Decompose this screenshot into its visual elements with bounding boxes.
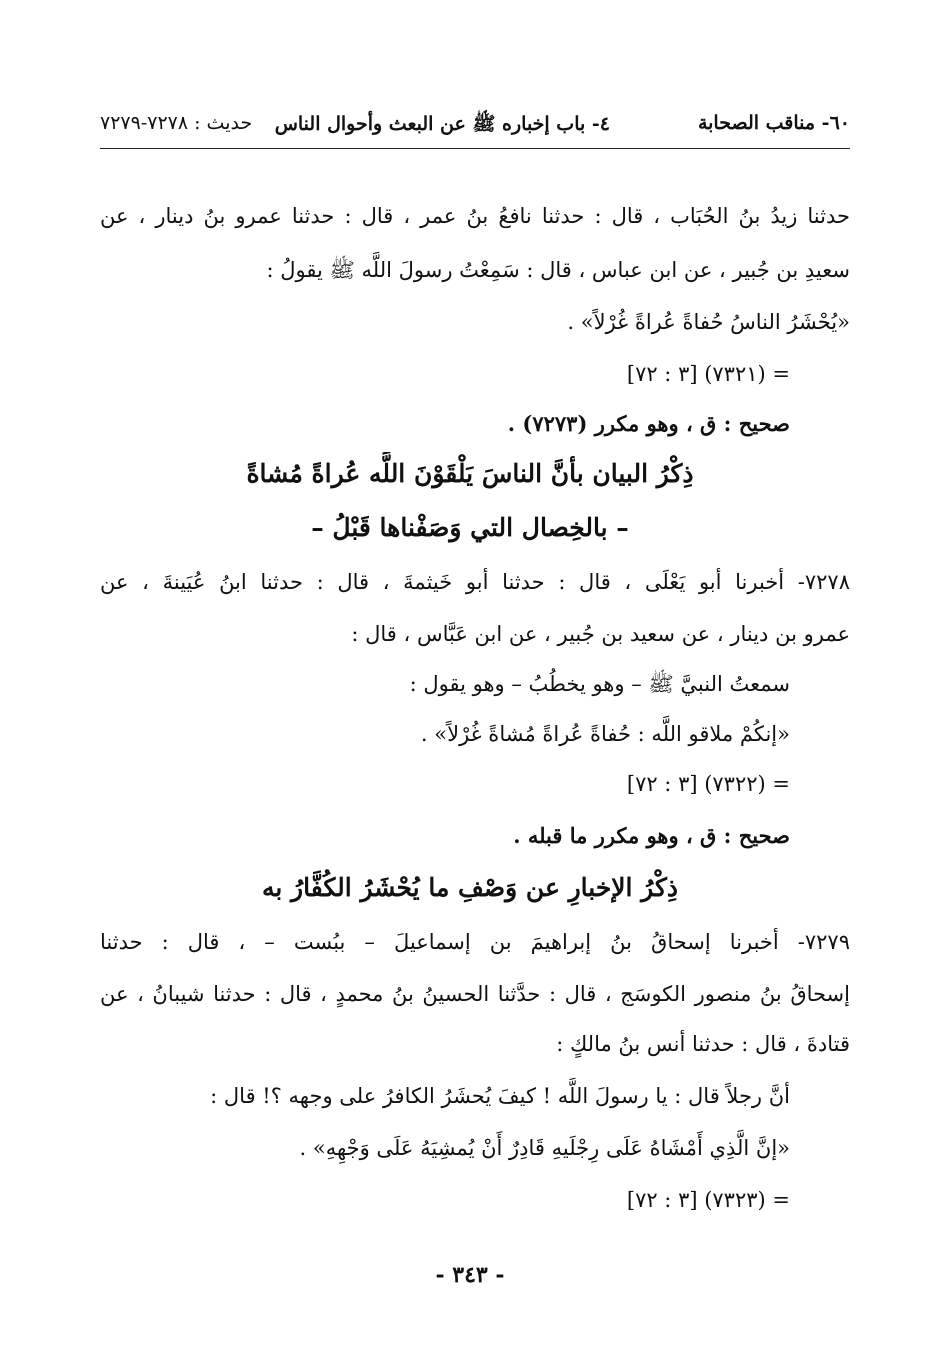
text-line: إسحاقُ بنُ منصور الكوسَج ، قال : حدَّثنا الحسينُ بنُ محمدٍ ، قال : حدثنا شيبانُ ، عن xyxy=(100,982,850,1006)
text-line: عمرو بن دينار ، عن سعيد بن جُبير ، عن ابن عَبَّاس ، قال : xyxy=(351,622,850,646)
grading-note: صحيح : ق ، وهو مكرر ما قبله . xyxy=(513,823,790,848)
page-number: - ٣٤٣ - xyxy=(435,1262,505,1288)
section-heading: ذِكْرُ البيان بأنَّ الناسَ يَلْقَوْنَ اللَّه عُراةً مُشاةً xyxy=(246,459,694,488)
header-chapter-title: ٤- باب إخباره ﷺ عن البعث وأحوال الناس xyxy=(274,113,610,135)
header-hadith-range: حديث : ٧٢٧٨-٧٢٧٩ xyxy=(100,112,253,134)
text-line: سعيدِ بن جُبير ، عن ابن عباس ، قال : سَمِعْتُ رسولَ اللَّه ﷺ يقولُ : xyxy=(266,258,850,282)
hadith-quote: «يُحْشَرُ الناسُ حُفاةً عُراةً غُرْلاً» . xyxy=(567,310,850,334)
text-line: أنَّ رجلاً قال : يا رسولَ اللَّه ! كيفَ يُحشَرُ الكافرُ على وجهه ؟! قال : xyxy=(210,1084,790,1108)
cross-reference: = (٧٣٢٣) [٣ : ٧٢] xyxy=(626,1188,790,1212)
text-line: سمعتُ النبيَّ ﷺ – وهو يخطُبُ – وهو يقول : xyxy=(409,672,790,696)
hadith-quote: «إنكُمْ ملاقو اللَّه : حُفاةً عُراةً مُشاةً غُرْلاً» . xyxy=(420,722,790,746)
running-header xyxy=(100,112,850,142)
hadith-isnad-line: ٧٢٧٩- أخبرنا إسحاقُ بنُ إبراهيمَ بن إسماعيلَ – ببُست – ، قال : حدثنا xyxy=(100,930,850,954)
grading-note: صحيح : ق ، وهو مكرر (٧٢٧٣) . xyxy=(507,411,790,436)
text-line: قتادةَ ، قال : حدثنا أنس بنُ مالكٍ : xyxy=(556,1032,850,1056)
header-book-section: ٦٠- مناقب الصحابة xyxy=(697,112,850,134)
section-heading: – بالخِصال التي وَصَفْناها قَبْلُ – xyxy=(311,513,629,542)
hadith-isnad-line: ٧٢٧٨- أخبرنا أبو يَعْلَى ، قال : حدثنا أبو خَيثمةَ ، قال : حدثنا ابنُ عُيَينةَ ، عن xyxy=(100,570,850,594)
header-divider xyxy=(100,148,850,149)
section-heading: ذِكْرُ الإخبارِ عن وَصْفِ ما يُحْشَرُ الكُفَّارُ به xyxy=(261,873,679,902)
cross-reference: = (٧٣٢١) [٣ : ٧٢] xyxy=(626,362,790,386)
hadith-quote: «إنَّ الَّذِي أَمْشَاهُ عَلَى رِجْلَيهِ قَادِرٌ أَنْ يُمشِيَهُ عَلَى وَجْهِهِ» . xyxy=(299,1136,790,1160)
text-line: حدثنا زيدُ بنُ الحُبَاب ، قال : حدثنا نافعُ بنُ عمر ، قال : حدثنا عمرو بنُ دينار ، عن xyxy=(100,204,850,228)
cross-reference: = (٧٣٢٢) [٣ : ٧٢] xyxy=(626,772,790,796)
